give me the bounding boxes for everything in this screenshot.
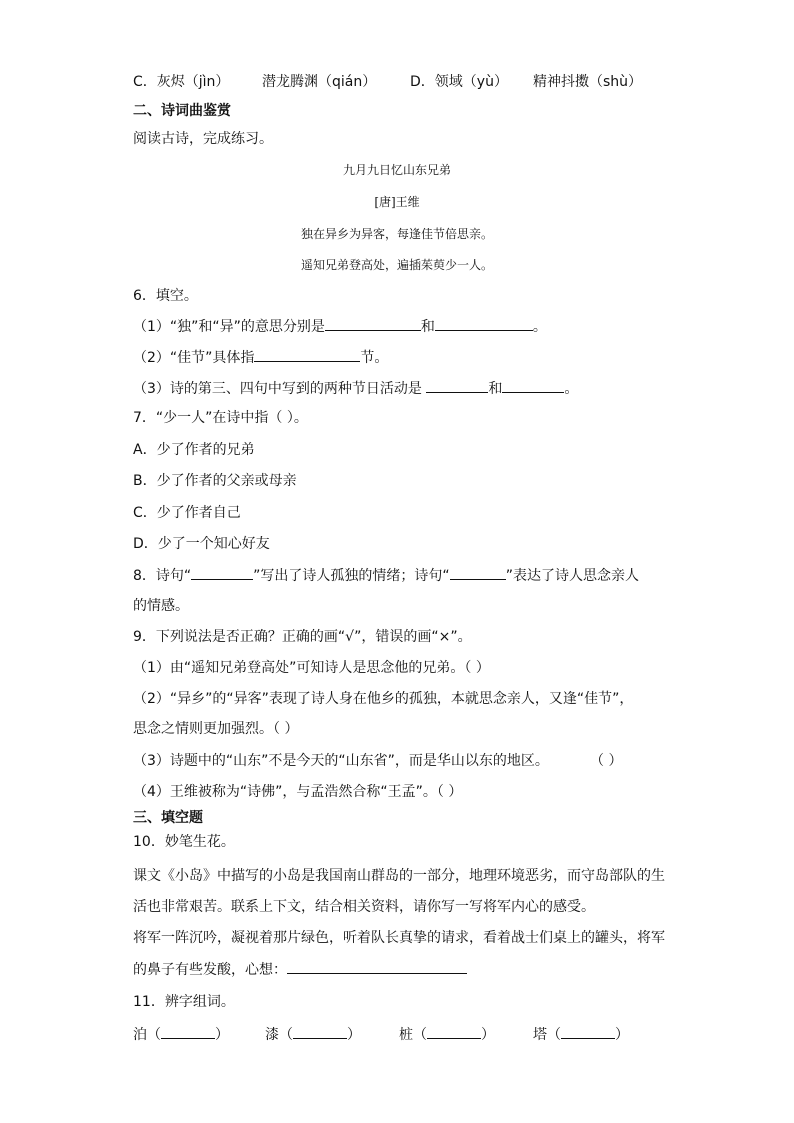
q11-item-2-char: 漆（ xyxy=(265,1027,293,1043)
q11-item-4-char: 塔（ xyxy=(533,1027,561,1043)
q11-item-3-char: 桩（ xyxy=(399,1027,427,1043)
q11-item-4 xyxy=(533,1024,629,1045)
q6-p2-blank[interactable] xyxy=(254,347,360,362)
q11-item-4-close: ） xyxy=(615,1027,629,1043)
q9-stem: 9．下列说法是否正确？正确的画“√”，错误的画“×”。 xyxy=(133,629,472,645)
option-d-2: 精神抖擞（shù） xyxy=(533,74,643,90)
q8-text-b: ”写出了诗人孤独的情绪；诗句“ xyxy=(253,568,450,584)
q6-p3-blank-2[interactable] xyxy=(502,378,564,393)
q10-para-4-text: 的鼻子有些发酸，心想： xyxy=(133,962,287,978)
q8-text-c: ”表达了诗人思念亲人 xyxy=(505,568,639,584)
q10-para-3: 将军一阵沉吟，凝视着那片绿色，听着队长真挚的请求，看着战士们桌上的罐头，将军 xyxy=(133,930,665,946)
q11-item-3-close: ） xyxy=(481,1027,495,1043)
q9-statement-3: （3）诗题中的“山东”不是今天的“山东省”，而是华山以东的地区。 xyxy=(133,753,549,769)
q6-p1-text-a: （1）“独”和“异”的意思分别是 xyxy=(133,319,325,335)
q8-text-a: 8．诗句“ xyxy=(133,568,192,584)
q6-p2-text-b: 节。 xyxy=(360,350,389,366)
q11-item-2-close: ） xyxy=(347,1027,361,1043)
q10-para-2: 活也非常艰苦。联系上下文，结合相关资料，请你写一写将军内心的感受。 xyxy=(133,899,595,915)
q9-statement-1: （1）由“遥知兄弟登高处”可知诗人是思念他的兄弟。（ ） xyxy=(133,660,490,676)
q11-item-3 xyxy=(399,1024,495,1045)
q7-option-a[interactable]: A．少了作者的兄弟 xyxy=(133,442,255,458)
q6-p3-text-b: 和 xyxy=(488,381,503,397)
q7-stem: 7．“少一人”在诗中指（ ）。 xyxy=(133,410,308,426)
q6-part-2 xyxy=(133,347,388,368)
q10-stem: 10．妙笔生花。 xyxy=(133,834,235,850)
q9-statement-3-paren[interactable]: （ ） xyxy=(590,753,623,769)
q6-p1-blank-2[interactable] xyxy=(435,316,533,331)
q11-item-2 xyxy=(265,1024,361,1045)
section-2-instruction: 阅读古诗，完成练习。 xyxy=(133,131,273,147)
q9-statement-4: （4）王维被称为“诗佛”，与孟浩然合称“王孟”。（ ） xyxy=(133,784,463,800)
q10-answer-blank[interactable] xyxy=(287,959,467,974)
poem-line-2: 遥知兄弟登高处，遍插茱萸少一人。 xyxy=(300,258,493,272)
q11-item-1-blank[interactable] xyxy=(161,1024,215,1039)
q6-p2-text-a: （2）“佳节”具体指 xyxy=(133,350,255,366)
q9-statement-2a: （2）“异乡”的“异客”表现了诗人身在他乡的孤独，本就思念亲人，又逢“佳节”， xyxy=(133,691,634,707)
q8-line-1 xyxy=(133,565,639,586)
q8-line-2: 的情感。 xyxy=(133,598,189,614)
q11-item-1 xyxy=(133,1024,229,1045)
q11-stem: 11．辨字组词。 xyxy=(133,994,235,1010)
q6-p3-text-a: （3）诗的第三、四句中写到的两种节日活动是 xyxy=(133,381,427,397)
q7-option-d[interactable]: D．少了一个知心好友 xyxy=(133,536,270,552)
q6-part-3 xyxy=(133,378,578,399)
poem-author: [唐]王维 xyxy=(374,195,420,209)
q11-item-4-blank[interactable] xyxy=(561,1024,615,1039)
option-c-1: C．灰烬（jìn） xyxy=(133,74,230,90)
q10-para-4 xyxy=(133,959,467,980)
q7-option-c[interactable]: C．少了作者自己 xyxy=(133,505,241,521)
q6-p3-blank-1[interactable] xyxy=(426,378,488,393)
q7-option-b[interactable]: B．少了作者的父亲或母亲 xyxy=(133,473,297,489)
option-c-2: 潜龙腾渊（qián） xyxy=(262,74,377,90)
section-2-title: 二、诗词曲鉴赏 xyxy=(133,103,231,119)
q11-item-1-close: ） xyxy=(215,1027,229,1043)
section-3-title: 三、填空题 xyxy=(133,810,203,826)
q6-p1-blank-1[interactable] xyxy=(325,316,421,331)
option-d-1: D．领域（yù） xyxy=(410,74,508,90)
poem-title: 九月九日忆山东兄弟 xyxy=(342,163,451,177)
q11-item-2-blank[interactable] xyxy=(293,1024,347,1039)
q10-para-1: 课文《小岛》中描写的小岛是我国南山群岛的一部分，地理环境恶劣，而守岛部队的生 xyxy=(133,868,665,884)
q8-blank-1[interactable] xyxy=(191,565,253,580)
q8-blank-2[interactable] xyxy=(450,565,506,580)
poem-line-1: 独在异乡为异客，每逢佳节倍思亲。 xyxy=(300,227,493,241)
q11-item-1-char: 泊（ xyxy=(133,1027,161,1043)
q6-stem: 6．填空。 xyxy=(133,288,198,304)
q6-part-1 xyxy=(133,316,547,337)
q9-statement-2b: 思念之情则更加强烈。（ ） xyxy=(133,721,299,737)
q6-p1-text-b: 和 xyxy=(420,319,435,335)
q6-p1-text-c: 。 xyxy=(532,319,547,335)
q11-item-3-blank[interactable] xyxy=(427,1024,481,1039)
q6-p3-text-c: 。 xyxy=(564,381,579,397)
